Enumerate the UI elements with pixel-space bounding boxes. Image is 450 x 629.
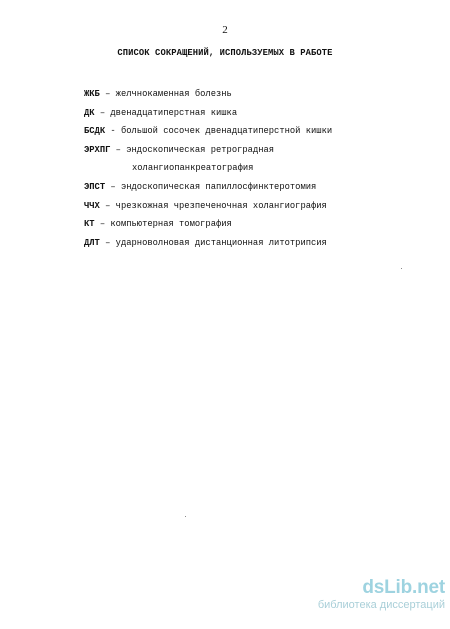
page-title: СПИСОК СОКРАЩЕНИЙ, ИСПОЛЬЗУЕМЫХ В РАБОТЕ <box>117 48 333 58</box>
abbreviation-term: ЧЧХ <box>84 200 100 211</box>
abbreviation-definition: – ударноволновая дистанционная литотрипсия <box>99 237 327 248</box>
scan-speck <box>401 268 402 269</box>
watermark-subtitle: библиотека диссертаций <box>317 599 445 611</box>
abbreviation-item <box>84 234 414 253</box>
abbreviation-item <box>84 85 414 104</box>
watermark-site-name: dsLib.net <box>362 577 445 598</box>
abbreviation-definition: – желчнокаменная болезнь <box>99 89 232 99</box>
abbreviation-definition: – эндоскопическая папиллосфинктеротомия <box>105 181 317 192</box>
abbreviation-definition: – чрезкожная чрезпеченочная холангиография <box>99 200 327 211</box>
abbreviation-list <box>84 85 414 252</box>
abbreviation-term: КТ <box>84 219 95 230</box>
abbreviation-definition: – компьютерная томография <box>94 219 232 230</box>
abbreviation-item <box>84 197 414 216</box>
abbreviation-term: БСДК <box>84 126 106 137</box>
watermark <box>300 578 445 612</box>
abbreviation-term: ЭПСТ <box>84 181 106 192</box>
abbreviation-item <box>84 122 414 141</box>
abbreviation-term: ДК <box>84 107 95 118</box>
abbreviation-term: ДЛТ <box>84 237 100 248</box>
abbreviation-definition: – эндоскопическая ретроградная <box>110 144 275 155</box>
abbreviation-definition: - большой сосочек двенадцатиперстной кишки <box>105 126 333 137</box>
abbreviation-definition-continuation: холангиопанкреатография <box>132 163 254 174</box>
abbreviation-item <box>84 141 414 160</box>
abbreviation-term: ЖКБ <box>84 89 100 99</box>
abbreviation-item <box>84 178 414 197</box>
scan-speck <box>185 516 186 517</box>
abbreviation-definition: – двенадцатиперстная кишка <box>94 107 238 118</box>
abbreviation-term: ЭРХПГ <box>84 144 111 155</box>
page-number: 2 <box>222 24 228 36</box>
abbreviation-item <box>84 215 414 234</box>
abbreviation-item <box>84 104 414 123</box>
